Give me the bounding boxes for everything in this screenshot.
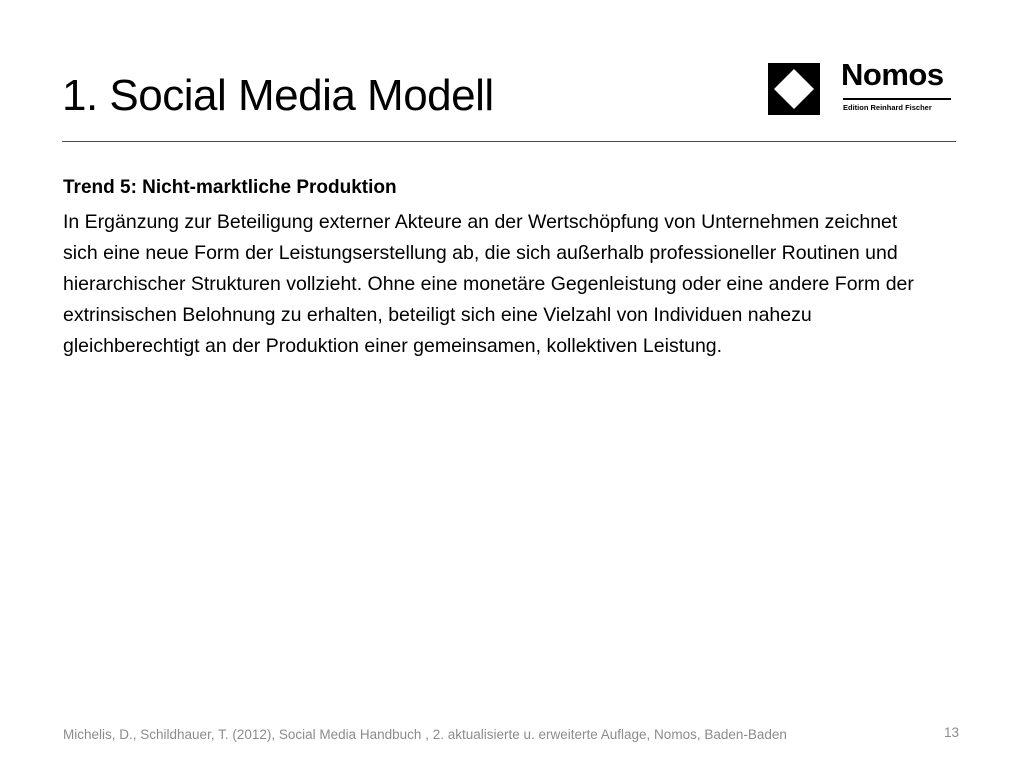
trend-heading: Trend 5: Nicht-marktliche Produktion	[63, 177, 397, 198]
logo-wordmark: Nomos	[841, 57, 944, 92]
body-paragraph: In Ergänzung zur Beteiligung externer Akteure an der Wertschöpfung von Unternehmen zeichnet sich eine neue Form der Leistungserstellung ab, die sich außerhalb professioneller Routinen und hierarchischer Strukturen vollzieht. Ohne eine monetäre Gegenleistung oder eine andere Form der extrinsischen Belohnung zu erhalten, beteiligt sich eine Vielzahl von Individuen nahezu gleichberechtigt an der Produktion einer gemeinsamen, kollektiven Leistung.	[63, 211, 914, 357]
page-title: 1. Social Media Modell	[62, 71, 494, 120]
slide-content	[63, 174, 943, 362]
page-number: 13	[944, 725, 960, 740]
title-divider	[62, 141, 956, 142]
source-citation: Michelis, D., Schildhauer, T. (2012), Social Media Handbuch , 2. aktualisierte u. erweiterte Auflage, Nomos, Baden-Baden	[63, 727, 787, 742]
publisher-logo	[768, 57, 954, 117]
logo-divider	[843, 98, 951, 100]
logo-subtitle: Edition Reinhard Fischer	[843, 103, 932, 112]
nomos-diamond-icon	[768, 63, 820, 115]
